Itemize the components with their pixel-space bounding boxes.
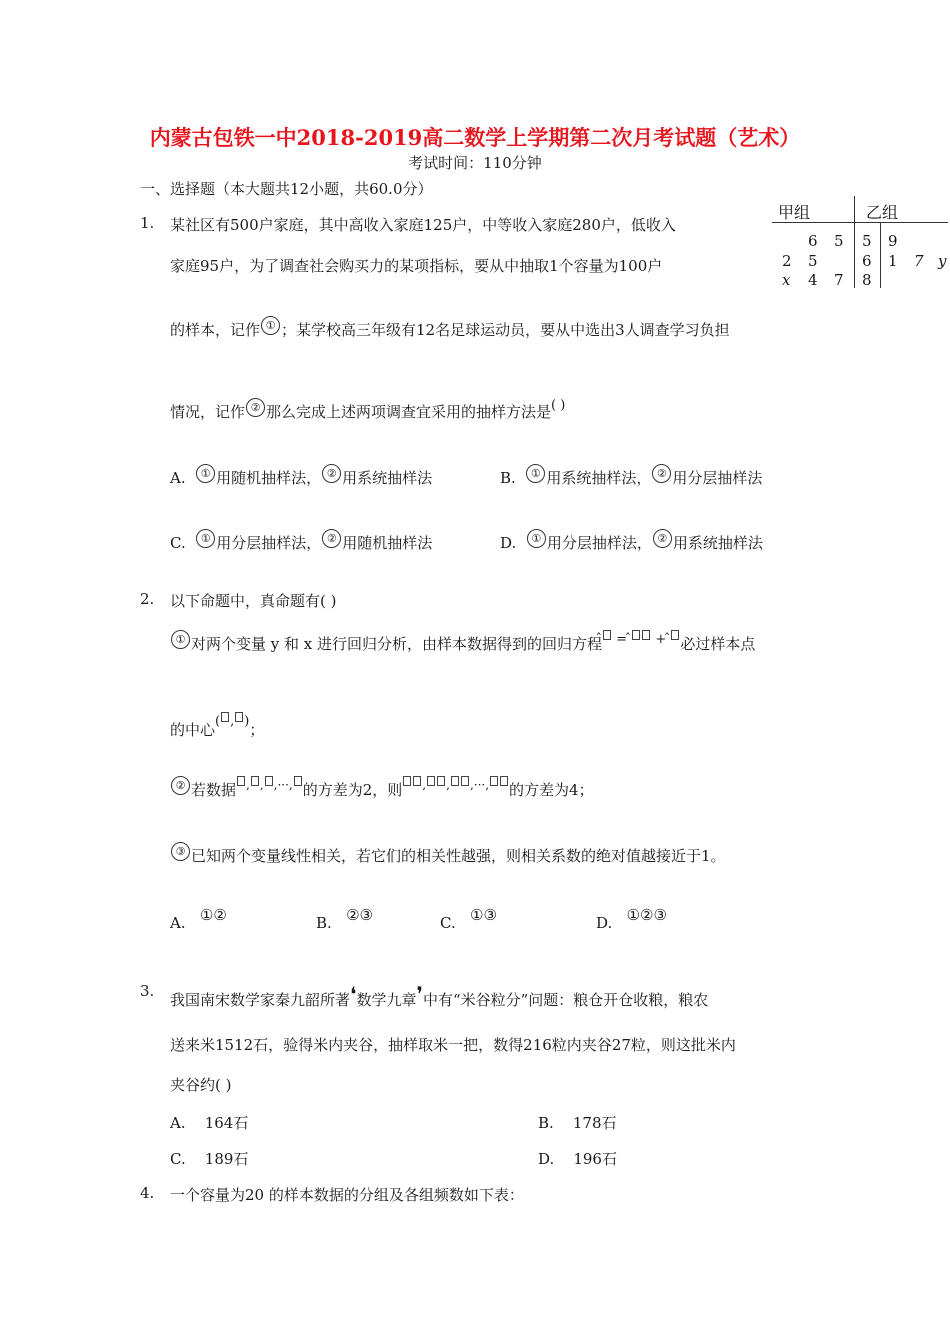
sample-center-icon: ( , ) (215, 714, 250, 729)
q2-number: 2. (140, 590, 155, 608)
circled-one-icon: ① (527, 529, 546, 548)
option-label: D. (596, 914, 613, 932)
circled-one-icon: ① (261, 316, 280, 335)
q2-text: 的方差为4； (509, 781, 594, 799)
leaf: 2 (782, 252, 792, 270)
q2-statement-1-cont (170, 712, 264, 740)
leaf: 1 (888, 252, 898, 270)
q2-text: 的方差为2，则 (302, 781, 403, 799)
q1-text: 的样本，记作 (170, 321, 261, 339)
option-text: 用随机抽样法 (342, 534, 433, 552)
leaf: 6 (808, 232, 818, 250)
option-text: ①③ (470, 906, 497, 924)
q1-option-a[interactable] (170, 464, 432, 488)
circled-two-icon: ② (171, 776, 190, 795)
option-text: 164石 (204, 1114, 249, 1132)
page-title: 内蒙古包铁一中2018-2019高二数学上学期第二次月考试题（艺术） (149, 125, 801, 150)
leaf: 7 (914, 252, 924, 270)
q2-statement-3 (170, 842, 726, 866)
q2-text: 的中心 (170, 721, 216, 739)
stem: 6 (862, 252, 872, 270)
q1-line (170, 316, 730, 340)
option-label: C. (440, 914, 456, 932)
circled-two-icon: ② (322, 529, 341, 548)
q1-option-b[interactable] (500, 464, 762, 488)
circled-one-icon: ① (171, 630, 190, 649)
circled-one-icon: ① (196, 529, 215, 548)
option-label: C. (170, 1150, 186, 1168)
q2-statement-2 (170, 776, 594, 800)
stem-leaf-plot (772, 196, 950, 296)
circled-one-icon: ① (526, 464, 545, 483)
q1-line: 家庭95户，为了调查社会购买力的某项指标，要从中抽取1个容量为100户 (170, 257, 663, 275)
leaf: x (782, 271, 791, 289)
q2-text: 对两个变量 y 和 x 进行回归分析，由样本数据得到的回归方程 (191, 635, 603, 653)
q1-line (170, 398, 565, 422)
q2-statement-1 (170, 630, 755, 654)
option-text: 178石 (572, 1114, 617, 1132)
q3-text: 中有“米谷粒分”问题：粮仓开仓收粮，粮农 (422, 991, 709, 1009)
q1-text: 情况，记作 (170, 403, 246, 421)
q3-option-a[interactable] (170, 1112, 248, 1133)
group-b-label: 乙组 (866, 203, 899, 222)
q3-text: 我国南宋数学家秦九韶所著 (170, 991, 351, 1009)
q3-line: 送来米1512石，验得米内夹谷，抽样取米一把，数得216粒内夹谷27粒，则这批米内 (170, 1036, 736, 1054)
option-text: 用分层抽样法， (216, 534, 322, 552)
circled-two-icon: ② (653, 529, 672, 548)
exam-time: 考试时间：110分钟 (408, 154, 542, 172)
option-text: ①②③ (626, 906, 667, 924)
stem: 5 (862, 232, 872, 250)
leaf: 8 (862, 271, 872, 289)
leaf: 5 (808, 252, 818, 270)
q2-text: 若数据 (191, 781, 237, 799)
circled-three-icon: ③ (171, 842, 190, 861)
option-label: D. (500, 534, 517, 552)
q3-option-c[interactable] (170, 1148, 248, 1169)
section-heading: 一、选择题（本大题共12小题，共60.0分） (140, 180, 433, 198)
option-text: ②③ (346, 906, 374, 924)
data-list-icon: , , ,···, (236, 778, 303, 792)
divider (854, 196, 855, 288)
q2-option-a[interactable] (170, 906, 227, 932)
regression-equation-icon: = ̂ + ̂ (602, 632, 680, 647)
circled-one-icon: ① (196, 464, 215, 483)
q1-option-d[interactable] (500, 529, 763, 553)
option-text: 用系统抽样法 (672, 534, 763, 552)
data-list-icon: , , ,···, (402, 778, 509, 792)
option-text: 用分层抽样法 (672, 469, 763, 487)
circled-two-icon: ② (322, 464, 341, 483)
q2-option-c[interactable] (440, 906, 497, 932)
option-label: B. (538, 1114, 554, 1132)
q2-text: 已知两个变量线性相关，若它们的相关性越强，则相关系数的绝对值越接近于1。 (191, 847, 726, 865)
q2-stem: 以下命题中，真命题有( ) (170, 592, 337, 610)
q2-text: 必过样本点 (680, 635, 756, 653)
option-label: C. (170, 534, 186, 552)
q1-line: 某社区有500户家庭，其中高收入家庭125户，中等收入家庭280户，低收入 (170, 216, 676, 234)
q3-line: 我国南宋数学家秦九韶所著❛数学九章❜中有“米谷粒分”问题：粮仓开仓收粮，粮农 (170, 982, 709, 1009)
option-label: A. (170, 469, 186, 487)
stem: 7 (834, 271, 844, 289)
leaf: 5 (834, 232, 844, 250)
q4-number: 4. (140, 1184, 155, 1202)
book-title: 数学九章 (356, 991, 417, 1009)
divider (772, 222, 948, 223)
option-label: B. (500, 469, 516, 487)
divider (880, 223, 881, 288)
option-text: ①② (199, 906, 227, 924)
q2-option-d[interactable] (596, 906, 667, 932)
q4-stem: 一个容量为20 的样本数据的分组及各组频数如下表： (170, 1186, 524, 1204)
q1-option-c[interactable] (170, 529, 432, 553)
q3-number: 3. (140, 982, 155, 1000)
q1-number: 1. (140, 214, 155, 232)
option-label: A. (170, 914, 186, 932)
option-text: 189石 (204, 1150, 249, 1168)
circled-two-icon: ② (246, 398, 265, 417)
leaf: 4 (808, 271, 818, 289)
option-text: 用分层抽样法， (546, 534, 652, 552)
option-text: 用随机抽样法， (216, 469, 322, 487)
q2-option-b[interactable] (316, 906, 373, 932)
answer-paren: ( ) (551, 398, 566, 413)
group-a-label: 甲组 (778, 203, 811, 222)
option-text: 196石 (573, 1150, 617, 1168)
option-label: D. (538, 1150, 555, 1168)
q1-text: 那么完成上述两项调查宜采用的抽样方法是 (266, 403, 552, 421)
option-text: 用系统抽样法， (546, 469, 652, 487)
q2-text: ； (249, 721, 265, 739)
option-label: B. (316, 914, 332, 932)
q3-option-b[interactable] (538, 1112, 617, 1133)
circled-two-icon: ② (652, 464, 671, 483)
q3-line: 夹谷约( ) (170, 1076, 232, 1094)
leaf: y (938, 252, 947, 270)
option-text: 用系统抽样法 (342, 469, 433, 487)
q3-option-d[interactable] (538, 1148, 617, 1169)
q1-text: ；某学校高三年级有12名足球运动员，要从中选出3人调查学习负担 (281, 321, 730, 339)
option-label: A. (170, 1114, 186, 1132)
leaf: 9 (888, 232, 898, 250)
